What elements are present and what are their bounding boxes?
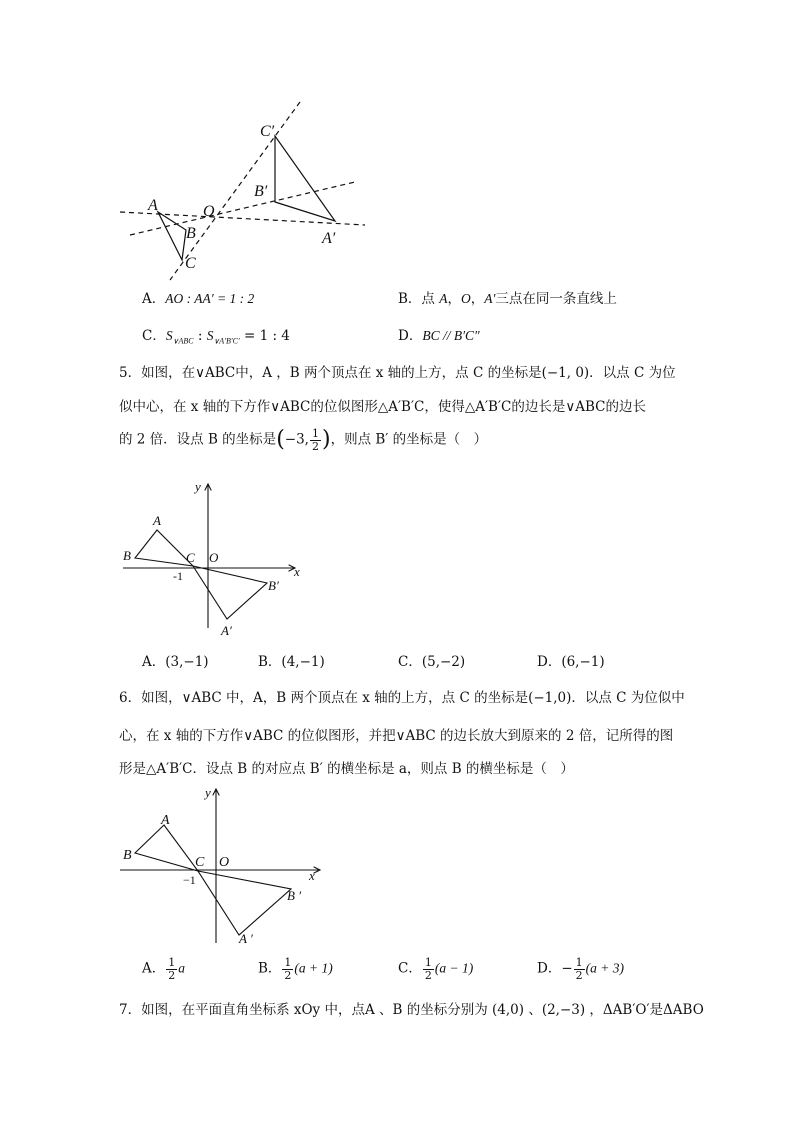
q5-option-a[interactable] (142, 656, 209, 670)
q5-line-1: 5．如图，在∨ABC中，A ，B 两个顶点在 x 轴的上方，点 C 的坐标是(−1, 0)．以点 C 为位 (119, 365, 676, 381)
option-text: AO : AA′ = 1 : 2 (165, 291, 255, 306)
ratio-colon: : (193, 328, 207, 344)
option-value: (5,−2) (421, 654, 466, 670)
label-b-prime: B′ (254, 183, 268, 200)
fraction-numerator: 1 (575, 956, 583, 969)
option-letter: B． (258, 960, 282, 977)
fraction (282, 957, 293, 981)
option-letter: D． (537, 960, 562, 977)
triangle-abc (135, 825, 198, 871)
label-o: O (219, 855, 230, 870)
q7-line-1: 7．如图，在平面直角坐标系 xOy 中，点A 、B 的坐标分别为 (4,0) 、(2,−3) ，ΔAB′O′是ΔABO (119, 1002, 704, 1018)
option-text-pre: 点 (421, 291, 440, 307)
q6-option-a[interactable] (142, 957, 185, 981)
area-subscript: ∨ABC (172, 336, 194, 346)
fraction-denominator: 2 (284, 968, 292, 982)
area-subscript: ∨A′B′C′ (213, 336, 240, 346)
small-triangle-abc (158, 212, 186, 260)
fraction-numerator: 1 (424, 956, 432, 969)
q5-line-3-post: ，则点 B′ 的坐标是（ ） (330, 431, 488, 448)
option-letter: A． (142, 291, 166, 307)
option-letter: D． (537, 654, 562, 670)
ratio-rest: = 1 : 4 (239, 328, 290, 344)
q6-option-d[interactable] (537, 957, 624, 981)
label-x: x (309, 868, 315, 883)
sep: ， (447, 291, 461, 307)
point-o: O (460, 291, 471, 306)
fraction-denominator: 2 (424, 968, 432, 982)
q6-line-1: 6．如图，∨ABC 中，A，B 两个顶点在 x 轴的上方，点 C 的坐标是(−1,0)．以点 C 为位似中 (119, 690, 685, 706)
coord-x: −3, (284, 431, 309, 448)
label-c: C (185, 255, 196, 272)
q4-option-d[interactable] (398, 329, 480, 344)
q5-line-3 (119, 428, 487, 452)
label-b: B (186, 225, 196, 242)
label-c-prime: C′ (260, 123, 275, 140)
label-a: A (161, 813, 170, 828)
label-b: B (123, 848, 132, 863)
label-o: O (203, 203, 215, 220)
option-letter: A． (142, 960, 166, 977)
option-value: (6,−1) (561, 654, 605, 670)
q6-figure (115, 783, 330, 948)
option-letter: C． (398, 654, 422, 670)
option-tail: a (178, 960, 185, 976)
label-y: y (195, 479, 201, 494)
line-bb-dashed (130, 182, 355, 235)
q6-line-3: 形是△A′B′C．设点 B 的对应点 B′ 的横坐标是 a，则点 B 的横坐标是（ ） (119, 761, 574, 777)
label-neg1: -1 (173, 569, 183, 583)
label-x: x (294, 564, 300, 579)
label-b: B (123, 548, 131, 563)
q5-option-b[interactable] (258, 656, 325, 670)
label-a: A (153, 513, 161, 528)
area-symbol: S (206, 328, 214, 343)
fraction-denominator: 2 (311, 439, 319, 453)
line-cc-dashed (170, 102, 300, 280)
q4-figure (110, 100, 380, 285)
option-value: (3,−1) (165, 654, 209, 670)
fraction (166, 957, 177, 981)
triangle-apbpc (193, 566, 267, 619)
label-o: O (209, 550, 219, 565)
fraction (310, 428, 321, 452)
q5-option-d[interactable] (537, 656, 605, 670)
fraction-numerator: 1 (311, 427, 319, 440)
label-b-prime: B ′ (287, 888, 302, 903)
area-symbol: S (165, 328, 173, 343)
option-letter: B． (258, 654, 282, 670)
q5-line-3-pre: 的 2 倍．设点 B 的坐标是 (119, 431, 277, 448)
option-tail: (a + 3) (585, 960, 624, 976)
paren-open: ( (276, 427, 285, 453)
option-letter: B． (398, 291, 422, 307)
fraction-numerator: 1 (284, 956, 292, 969)
label-y: y (205, 785, 211, 800)
option-value: (4,−1) (281, 654, 325, 670)
q5-figure (115, 478, 315, 643)
label-a-prime: A′ (221, 623, 232, 638)
q6-line-2: 心，在 x 轴的下方作∨ABC 的位似图形，并把∨ABC 的边长放大到原来的 2 倍，记所得的图 (119, 728, 674, 744)
paren-close: ) (321, 427, 331, 453)
fraction-denominator: 2 (168, 968, 176, 982)
q5-line-2: 似中心，在 x 轴的下方作∨ABC的位似图形△A′B′C，使得△A′B′C的边长是∨ABC的边长 (119, 399, 646, 415)
label-c: C (186, 550, 195, 565)
label-a-prime: A ′ (239, 931, 253, 946)
option-letter: C． (398, 960, 422, 977)
point-a-prime: A′ (484, 291, 496, 306)
q6-option-b[interactable] (258, 957, 333, 981)
point-a: A (439, 291, 448, 306)
option-letter: A． (142, 654, 166, 670)
option-letter: C． (142, 328, 166, 344)
label-c: C (195, 855, 205, 870)
fraction-denominator: 2 (575, 968, 583, 982)
q4-option-b[interactable] (398, 292, 617, 307)
minus-sign: − (561, 960, 573, 977)
q5-option-c[interactable] (398, 656, 465, 670)
triangle-abc (135, 530, 193, 566)
option-tail: (a + 1) (294, 960, 333, 976)
q4-option-a[interactable] (142, 292, 254, 307)
q4-option-c[interactable] (142, 329, 290, 346)
option-text: BC // B′C″ (422, 328, 480, 343)
large-triangle-apbpcp (275, 136, 335, 221)
triangle-apbpc (198, 871, 291, 935)
fraction-numerator: 1 (168, 956, 176, 969)
fraction (423, 957, 434, 981)
label-a: A (148, 197, 158, 214)
option-letter: D． (398, 328, 423, 344)
label-a-prime: A′ (322, 230, 336, 247)
option-tail: (a − 1) (434, 960, 474, 976)
option-text-post: 三点在同一条直线上 (495, 291, 617, 307)
sep: ， (470, 291, 485, 307)
label-b-prime: B′ (268, 578, 279, 593)
label-neg1: −1 (183, 873, 196, 887)
q6-option-c[interactable] (398, 957, 473, 981)
fraction (574, 957, 585, 981)
